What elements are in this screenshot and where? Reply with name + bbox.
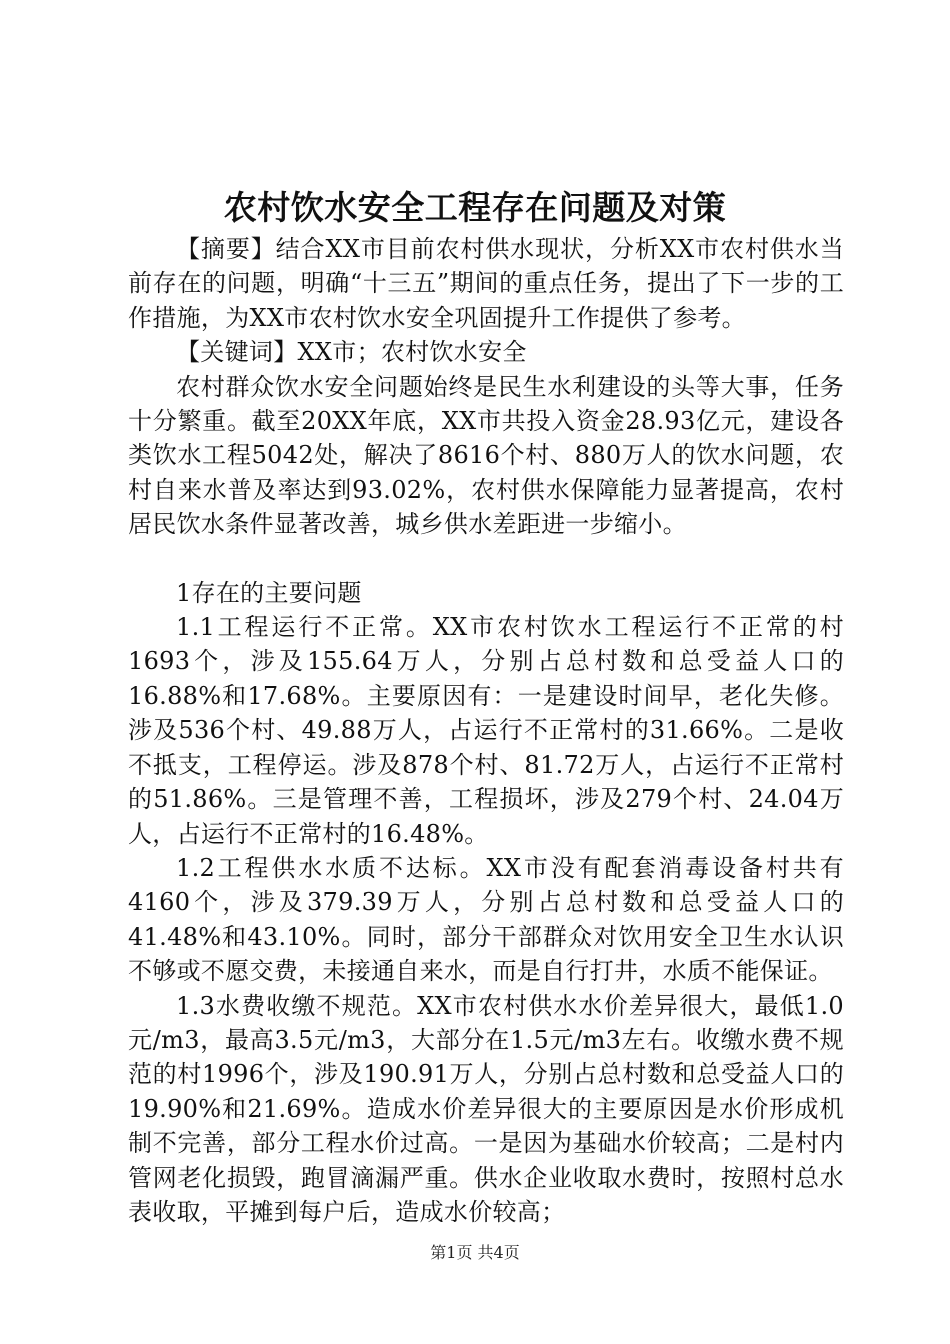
page-footer: 第1页 共4页 [430, 1243, 520, 1262]
intro-paragraph: 农村群众饮水安全问题始终是民生水利建设的头等大事，任务十分繁重。截至20XX年底，XX市共投入资金28.93亿元，建设各类饮水工程5042处，解决了8616个村、880万人的饮水问题，农村自来水普及率达到93.02%，农村供水保障能力显著提高，农村居民饮水条件显著改善，城乡供水差距进一步缩小。 [128, 372, 844, 539]
section-heading: 1存在的主要问题 [176, 578, 362, 607]
document-title: 农村饮水安全工程存在问题及对策 [223, 188, 727, 227]
section-1-3-paragraph: 1.3水费收缴不规范。XX市农村供水水价差异很大，最低1.0元/m3，最高3.5元/m3，大部分在1.5元/m3左右。收缴水费不规范的村1996个，涉及190.91万人，分别占总村数和总受益人口的19.90%和21.69%。造成水价差异很大的主要原因是水价形成机制不完善，部分工程水价过高。一是因为基础水价较高；二是村内管网老化损毁，跑冒滴漏严重。供水企业收取水费时，按照村总水表收取，平摊到每户后，造成水价较高； [128, 991, 844, 1226]
section-1-2-paragraph: 1.2工程供水水质不达标。XX市没有配套消毒设备村共有4160个，涉及379.39万人，分别占总村数和总受益人口的41.48%和43.10%。同时，部分干部群众对饮用安全卫生水认识不够或不愿交费，未接通自来水，而是自行打井，水质不能保证。 [128, 853, 844, 986]
section-1-1-paragraph: 1.1工程运行不正常。XX市农村饮水工程运行不正常的村1693个，涉及155.64万人，分别占总村数和总受益人口的16.88%和17.68%。主要原因有：一是建设时间早，老化失修。涉及536个村、49.88万人，占运行不正常村的31.66%。二是收不抵支，工程停运。涉及878个村、81.72万人，占运行不正常村的51.86%。三是管理不善，工程损坏，涉及279个村、24.04万人，占运行不正常村的16.48%。 [128, 613, 844, 848]
abstract-paragraph: 【摘要】结合XX市目前农村供水现状，分析XX市农村供水当前存在的问题，明确“十三五”期间的重点任务，提出了下一步的工作措施，为XX市农村饮水安全巩固提升工作提供了参考。 [128, 235, 844, 332]
document-body [128, 232, 844, 1229]
keywords-paragraph: 【关键词】XX市；农村饮水安全 [176, 338, 527, 367]
